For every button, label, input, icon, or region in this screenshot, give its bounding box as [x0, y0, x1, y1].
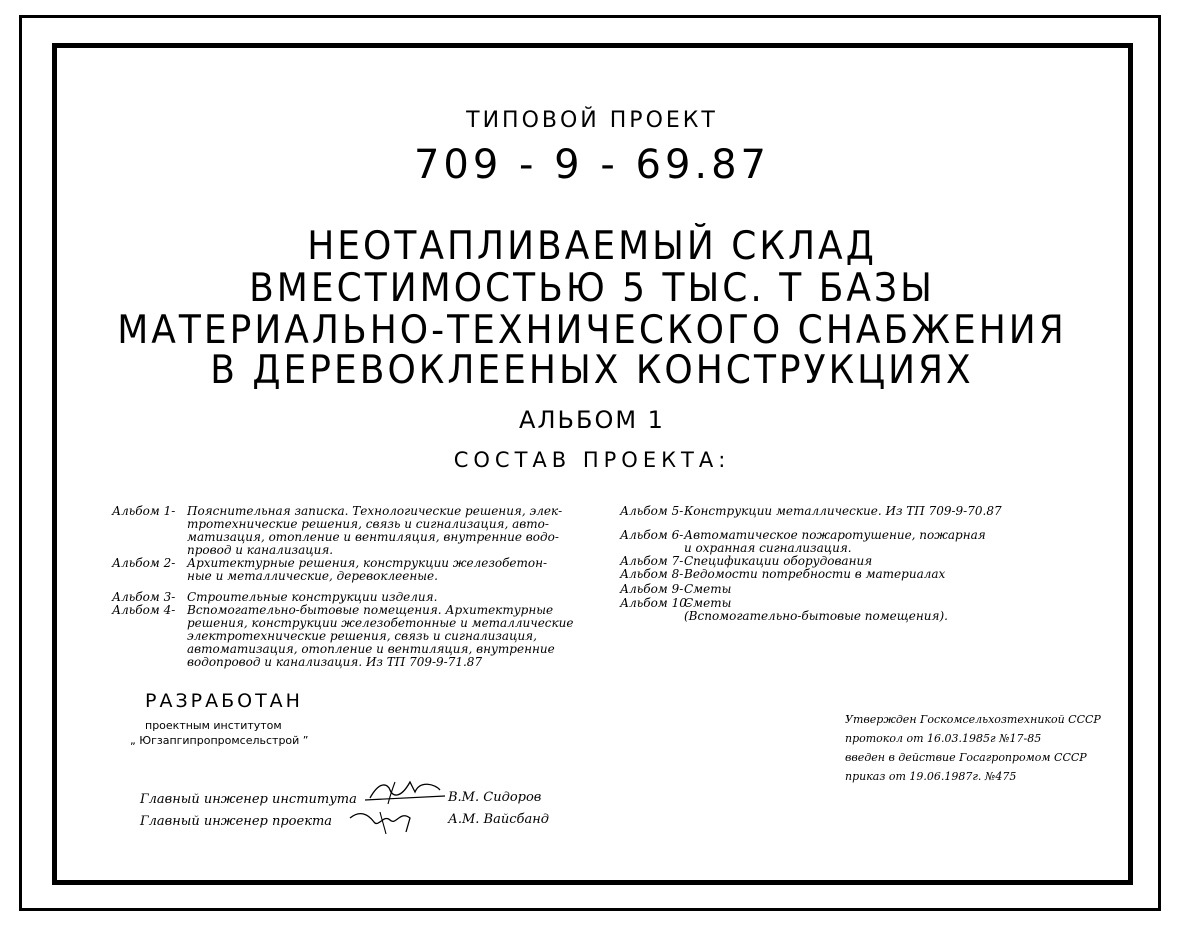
album-description-line: автоматизация, отопление и вентиляция, внутренние: [187, 642, 555, 656]
approval-line: введен в действие Госагропромом СССР: [845, 751, 1087, 764]
developer-title: РАЗРАБОТАН: [145, 690, 303, 712]
album-description-line: Автоматическое пожаротушение, пожарная: [684, 528, 986, 542]
album-label: Альбом 8-: [620, 567, 684, 581]
approval-line: приказ от 19.06.1987г. №475: [845, 770, 1017, 783]
signature-role: Главный инженер проекта: [140, 814, 333, 829]
album-description-line: (Вспомогательно-бытовые помещения).: [684, 609, 948, 623]
album-description-line: Сметы: [684, 596, 732, 610]
album-description-line: решения, конструкции железобетонные и металлические: [187, 616, 574, 630]
approval-block: [845, 710, 1101, 786]
album-description-line: и охранная сигнализация.: [684, 541, 852, 555]
album-label: Альбом 10-: [620, 596, 691, 610]
album-description-line: Архитектурные решения, конструкции железобетон-: [187, 556, 548, 570]
title-line: НЕОТАПЛИВАЕМЫЙ СКЛАД: [307, 224, 877, 269]
album-label: Альбом 5-: [620, 504, 684, 518]
signature-name: А.М. Вайсбанд: [448, 812, 549, 827]
album-label: Альбом 7-: [620, 554, 684, 568]
approval-line: Утвержден Госкомсельхозтехникой СССР: [845, 713, 1101, 726]
album-description-line: ные и металлические, деревоклееные.: [187, 569, 438, 583]
signature-name: В.М. Сидоров: [448, 790, 542, 805]
album-label: Альбом 1-: [112, 504, 176, 518]
developer-institute: „ Югзапгипропромсельстрой ”: [130, 734, 309, 747]
title-line: МАТЕРИАЛЬНО-ТЕХНИЧЕСКОГО СНАБЖЕНИЯ: [117, 308, 1067, 353]
album-description-line: электротехнические решения, связь и сигнализация,: [187, 629, 537, 643]
albums-left-column: [112, 504, 582, 669]
handwritten-signatures: [340, 770, 450, 840]
title-line: ВМЕСТИМОСТЬЮ 5 ТЫС. Т БАЗЫ: [249, 266, 935, 311]
signature-role: Главный инженер института: [140, 792, 357, 807]
composition-heading: СОСТАВ ПРОЕКТА:: [453, 448, 731, 472]
album-label: Альбом 2-: [112, 556, 176, 570]
album-description-line: Спецификации оборудования: [684, 554, 873, 568]
album-label: Альбом 3-: [112, 590, 176, 604]
album-description-line: тротехнические решения, связь и сигнализация, авто-: [187, 517, 549, 531]
album-description-line: Конструкции металлические. Из ТП 709-9-70.87: [684, 504, 1002, 518]
albums-right-column: [620, 504, 1002, 635]
project-number: 709 - 9 - 69.87: [413, 142, 771, 188]
album-label: Альбом 4-: [112, 603, 176, 617]
album-description-line: Пояснительная записка. Технологические решения, элек-: [187, 504, 563, 518]
approval-line: протокол от 16.03.1985г №17-85: [845, 732, 1042, 745]
album-description-line: Вспомогательно-бытовые помещения. Архитектурные: [187, 603, 554, 617]
album-description-line: провод и канализация.: [187, 543, 334, 557]
album-description-line: Строительные конструкции изделия.: [187, 590, 438, 604]
album-description-line: Сметы: [684, 582, 732, 596]
album-label: Альбом 6-: [620, 528, 684, 542]
album-label: АЛЬБОМ 1: [519, 406, 665, 434]
developer-line: проектным институтом: [145, 719, 282, 732]
album-description-line: Ведомости потребности в материалах: [684, 567, 946, 581]
album-description-line: водопровод и канализация. Из ТП 709-9-71.87: [187, 655, 483, 669]
album-description-line: матизация, отопление и вентиляция, внутренние водо-: [187, 530, 559, 544]
album-label: Альбом 9-: [620, 582, 684, 596]
project-type-label: ТИПОВОЙ ПРОЕКТ: [466, 108, 718, 133]
title-line: В ДЕРЕВОКЛЕЕНЫХ КОНСТРУКЦИЯХ: [210, 348, 974, 393]
